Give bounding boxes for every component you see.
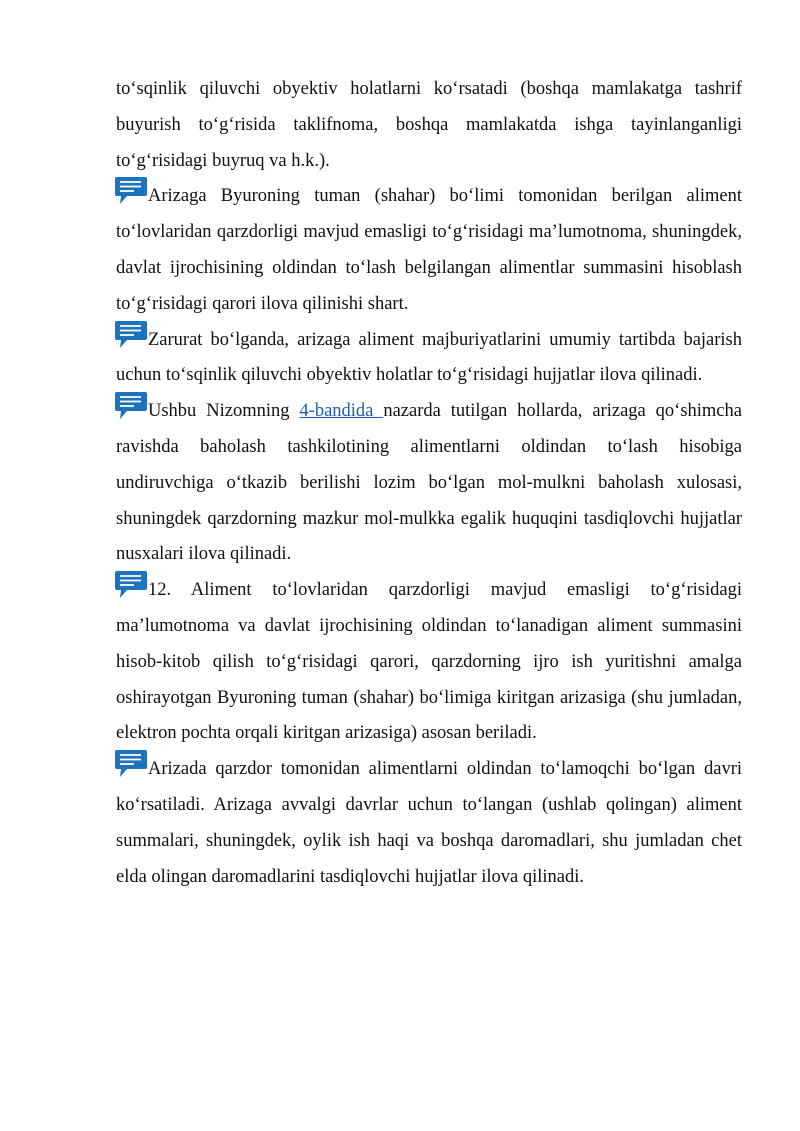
paragraph-text: Arizaga Byuroning tuman (shahar) bo‘limi tomonidan berilgan aliment to‘lovlaridan qarzdorligi mavjud emasligi to‘g‘risidagi ma’lumotnoma, shuningdek, davlat ijrochisining oldindan to‘lash belgilangan alimentlar summasini hisoblash to‘g‘risidagi qarori ilova qilinishi shart. xyxy=(116,186,742,314)
paragraph xyxy=(116,179,742,322)
paragraph xyxy=(116,72,742,179)
paragraph-text-before-link: Ushbu Nizomning xyxy=(148,401,300,422)
paragraph-text: to‘sqinlik qiluvchi obyektiv holatlarni ko‘rsatadi (boshqa mamlakatga tashrif buyurish to‘g‘risida taklifnoma, boshqa mamlakatda ishga tayinlanganligi to‘g‘risidagi buyruq va h.k.). xyxy=(116,79,742,171)
comment-icon[interactable] xyxy=(114,753,148,779)
paragraph-text: Zarurat bo‘lganda, arizaga aliment majburiyatlarini umumiy tartibda bajarish uchun to‘sqinlik qiluvchi obyektiv holatlar to‘g‘risidagi hujjatlar ilova qilinadi. xyxy=(116,329,742,386)
comment-icon[interactable] xyxy=(114,395,148,421)
paragraph-text-after-link: nazarda tutilgan hollarda, arizaga qo‘shimcha ravishda baholash tashkilotining alimentlarni oldindan to‘lash hisobiga undiruvchiga o‘tkazib berilishi lozim bo‘lgan mol-mulkni baholash xulosasi, shuningdek qarzdorning mazkur mol-mulkka egalik huquqini tasdiqlovchi hujjatlar nusxalari ilova qilinadi. xyxy=(116,401,742,565)
nizom-band-link[interactable]: 4-bandida xyxy=(299,401,384,422)
paragraph xyxy=(116,394,742,573)
paragraph xyxy=(116,752,742,895)
paragraph xyxy=(116,573,742,752)
paragraph xyxy=(116,323,742,395)
comment-icon[interactable] xyxy=(114,574,148,600)
paragraph-text: Arizada qarzdor tomonidan alimentlarni oldindan to‘lamoqchi bo‘lgan davri ko‘rsatiladi. Arizaga avvalgi davrlar uchun to‘langan (ushlab qolingan) aliment summalari, shuningdek, oylik ish haqi va boshqa daromadlari, shu jumladan chet elda olingan daromadlarini tasdiqlovchi hujjatlar ilova qilinadi. xyxy=(116,759,742,887)
paragraph-text: 12. Aliment to‘lovlaridan qarzdorligi mavjud emasligi to‘g‘risidagi ma’lumotnoma va davlat ijrochisining oldindan to‘lanadigan aliment summasini hisob-kitob qilish to‘g‘risidagi qarori, qarzdorning ijro ish yuritishni amalga oshirayotgan Byuroning tuman (shahar) bo‘limiga kiritgan arizasiga (shu jumladan, elektron pochta orqali kiritgan arizasiga) asosan beriladi. xyxy=(116,580,742,744)
comment-icon[interactable] xyxy=(114,324,148,350)
document-body xyxy=(116,72,742,895)
comment-icon[interactable] xyxy=(114,180,148,206)
